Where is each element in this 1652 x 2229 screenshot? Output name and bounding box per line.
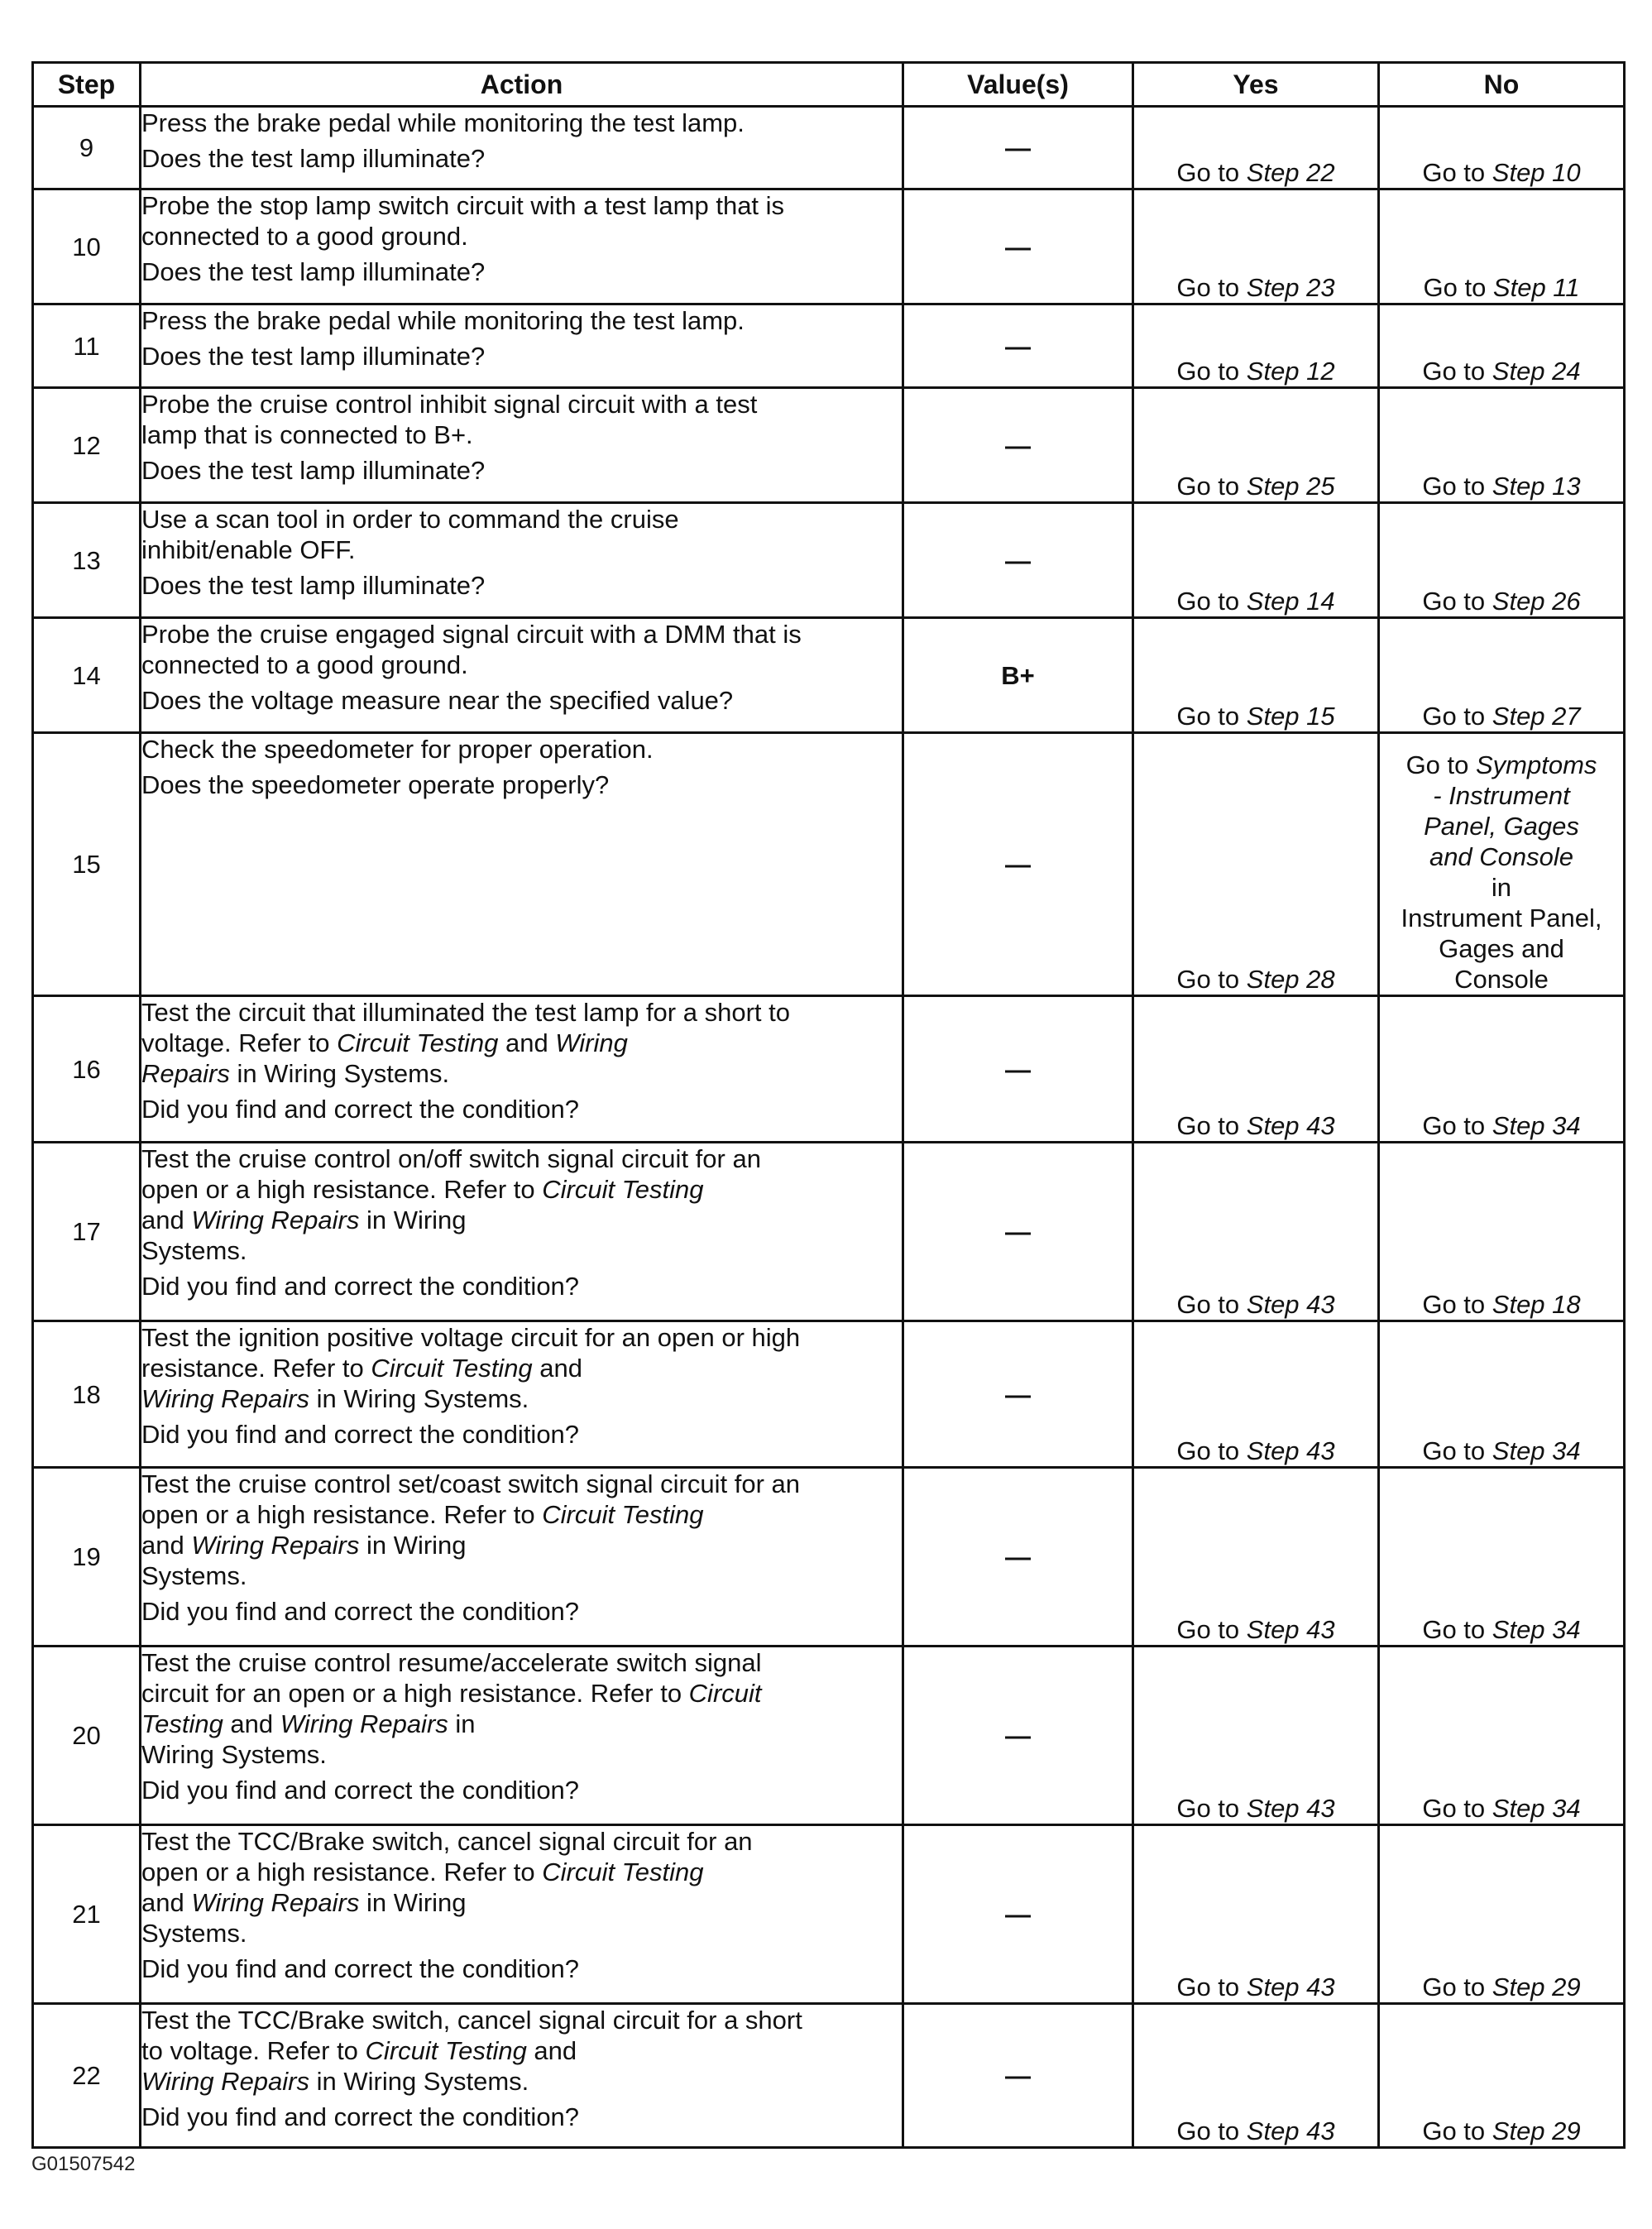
action-text — [141, 1143, 902, 1266]
action-segment: Test the cruise control resume/accelerate switch signal circuit for an open or a high resistance. Refer to — [141, 1648, 762, 1708]
no-cell — [1379, 996, 1625, 1143]
action-cell — [141, 733, 903, 996]
goto-step-link: Step 34 — [1492, 1111, 1581, 1140]
action-segment: Probe the cruise engaged signal circuit with a DMM that is connected to a good ground. — [141, 620, 802, 679]
action-text — [141, 734, 902, 765]
value-cell: — — [903, 1647, 1133, 1825]
action-segment: and — [141, 1206, 184, 1234]
goto-prefix: Go to — [1422, 702, 1492, 731]
action-text — [141, 190, 902, 252]
goto-step-link: Step 25 — [1246, 472, 1335, 501]
step-number: 15 — [33, 733, 141, 996]
action-question: Does the test lamp illuminate? — [141, 342, 486, 371]
yes-cell — [1133, 733, 1379, 996]
action-cell — [141, 503, 903, 618]
goto-step-link: Step 26 — [1492, 587, 1581, 616]
goto-step-link: Step 34 — [1492, 1436, 1581, 1465]
table-header-row — [33, 63, 1625, 107]
action-segment: Probe the cruise control inhibit signal circuit with a test lamp that is connected to B+. — [141, 390, 758, 449]
symptoms-reference — [1380, 750, 1623, 995]
table-row — [33, 304, 1625, 388]
goto-step-link: Step 15 — [1246, 702, 1335, 731]
yes-cell — [1133, 1647, 1379, 1825]
value-cell: B+ — [903, 618, 1133, 733]
goto-prefix: Go to — [1176, 1290, 1247, 1319]
symptoms-line: Gages and — [1439, 934, 1564, 963]
goto-prefix: Go to — [1422, 1794, 1492, 1823]
action-cell — [141, 1825, 903, 2004]
action-text — [141, 2005, 902, 2097]
reference-link: Wiring Repairs — [141, 1028, 628, 1088]
reference-link: Wiring Repairs — [141, 2067, 309, 2096]
goto-prefix: Go to — [1422, 1973, 1492, 2001]
figure-code: G01507542 — [31, 2153, 136, 2175]
value-cell: — — [903, 189, 1133, 304]
goto-prefix: Go to — [1422, 1111, 1492, 1140]
no-cell — [1379, 733, 1625, 996]
yes-cell — [1133, 503, 1379, 618]
value-cell: — — [903, 1321, 1133, 1468]
action-segment: Probe the stop lamp switch circuit with a test lamp that is connected to a good ground. — [141, 191, 785, 251]
header-no: No — [1379, 63, 1625, 107]
goto-prefix: Go to — [1422, 1436, 1492, 1465]
reference-link: Circuit Testing — [542, 1858, 704, 1886]
goto-step-link: Step 24 — [1492, 357, 1581, 386]
goto-step-link: Step 43 — [1246, 1973, 1335, 2001]
action-question: Did you find and correct the condition? — [141, 1095, 580, 1124]
goto-prefix: Go to — [1176, 702, 1247, 731]
step-number: 19 — [33, 1468, 141, 1647]
yes-cell — [1133, 1825, 1379, 2004]
header-step: Step — [33, 63, 141, 107]
step-number: 20 — [33, 1647, 141, 1825]
action-cell — [141, 304, 903, 388]
action-segment: Use a scan tool in order to command the cruise inhibit/enable OFF. — [141, 505, 679, 564]
table-row — [33, 107, 1625, 189]
action-text — [141, 1647, 902, 1770]
yes-cell — [1133, 618, 1379, 733]
action-segment: Press the brake pedal while monitoring the test lamp. — [141, 108, 745, 137]
goto-step-link: Step 29 — [1492, 1973, 1581, 2001]
action-cell — [141, 1143, 903, 1321]
no-cell — [1379, 2004, 1625, 2148]
action-question: Does the test lamp illuminate? — [141, 571, 486, 600]
step-number: 18 — [33, 1321, 141, 1468]
goto-step-link: Step 10 — [1492, 158, 1581, 187]
reference-link: Circuit Testing — [365, 2036, 527, 2065]
goto-step-link: Step 29 — [1492, 2116, 1581, 2145]
goto-step-link: Step 43 — [1246, 1436, 1335, 1465]
goto-step-link: Step 34 — [1492, 1794, 1581, 1823]
step-number: 13 — [33, 503, 141, 618]
goto-prefix: Go to — [1176, 158, 1247, 187]
yes-cell — [1133, 1143, 1379, 1321]
goto-step-link: Step 34 — [1492, 1615, 1581, 1644]
action-segment: in Wiring Systems. — [141, 1206, 467, 1265]
action-segment: and — [223, 1709, 280, 1738]
action-cell — [141, 1468, 903, 1647]
value-cell: — — [903, 107, 1133, 189]
action-text — [141, 389, 902, 450]
step-number: 16 — [33, 996, 141, 1143]
goto-step-link: Step 43 — [1246, 1794, 1335, 1823]
table-row — [33, 1647, 1625, 1825]
goto-step-link: Step 18 — [1492, 1290, 1581, 1319]
no-cell — [1379, 1143, 1625, 1321]
goto-step-link: Step 23 — [1246, 273, 1335, 302]
goto-prefix: Go to — [1176, 1794, 1247, 1823]
table-row — [33, 996, 1625, 1143]
reference-link: Wiring Repairs — [280, 1709, 448, 1738]
action-cell — [141, 388, 903, 503]
action-cell — [141, 107, 903, 189]
action-cell — [141, 189, 903, 304]
action-segment: and — [141, 1531, 184, 1560]
goto-step-link: Step 43 — [1246, 1290, 1335, 1319]
action-text — [141, 504, 902, 565]
goto-step-link: Step 27 — [1492, 702, 1581, 731]
no-cell — [1379, 618, 1625, 733]
step-number: 21 — [33, 1825, 141, 2004]
yes-cell — [1133, 388, 1379, 503]
reference-link: and Console — [1429, 842, 1574, 871]
action-segment: Press the brake pedal while monitoring the test lamp. — [141, 306, 745, 335]
action-segment: in Wiring Systems. — [309, 1384, 529, 1413]
goto-prefix: Go to — [1422, 587, 1492, 616]
reference-link: Wiring Repairs — [191, 1206, 360, 1234]
yes-cell — [1133, 189, 1379, 304]
step-number: 22 — [33, 2004, 141, 2148]
value-cell: — — [903, 503, 1133, 618]
yes-cell — [1133, 996, 1379, 1143]
value-cell: — — [903, 733, 1133, 996]
step-number: 14 — [33, 618, 141, 733]
reference-link: Panel, Gages — [1424, 812, 1579, 841]
reference-link: Circuit Testing — [542, 1175, 704, 1204]
goto-step-link: Step 12 — [1246, 357, 1335, 386]
goto-prefix: Go to — [1422, 2116, 1492, 2145]
action-segment: in Wiring Systems. — [141, 1709, 476, 1769]
no-cell — [1379, 189, 1625, 304]
table-row — [33, 1321, 1625, 1468]
diagnostic-table-sheet — [31, 61, 1623, 2149]
action-cell — [141, 1321, 903, 1468]
table-body — [33, 107, 1625, 2148]
goto-step-link: Step 28 — [1246, 965, 1335, 994]
action-text — [141, 619, 902, 680]
goto-prefix: Go to — [1176, 1436, 1247, 1465]
goto-step-link: Step 11 — [1492, 273, 1580, 302]
goto-prefix: Go to — [1176, 472, 1247, 501]
action-text — [141, 1322, 902, 1414]
action-segment: Test the ignition positive voltage circuit for an open or high resistance. Refer to — [141, 1323, 801, 1383]
reference-link: Circuit Testing — [542, 1500, 704, 1529]
action-text — [141, 108, 902, 138]
goto-step-link: Step 43 — [1246, 1615, 1335, 1644]
action-question: Does the voltage measure near the specified value? — [141, 686, 734, 715]
header-yes: Yes — [1133, 63, 1379, 107]
value-cell: — — [903, 304, 1133, 388]
diagnostic-table — [31, 61, 1626, 2149]
action-segment: Test the TCC/Brake switch, cancel signal circuit for a short to voltage. Refer to — [141, 2006, 802, 2065]
goto-prefix: Go to — [1176, 2116, 1247, 2145]
action-question: Does the test lamp illuminate? — [141, 144, 486, 173]
goto-prefix: Go to — [1422, 357, 1492, 386]
no-cell — [1379, 107, 1625, 189]
no-cell — [1379, 1468, 1625, 1647]
action-question: Did you find and correct the condition? — [141, 1420, 580, 1449]
action-segment: Test the TCC/Brake switch, cancel signal circuit for an open or a high resistance. Refer to — [141, 1827, 753, 1886]
symptoms-line: Instrument Panel, — [1401, 904, 1602, 932]
action-segment: Check the speedometer for proper operation. — [141, 735, 654, 764]
goto-prefix: Go to — [1176, 587, 1247, 616]
action-segment: and — [539, 1354, 583, 1383]
reference-link: Circuit Testing — [141, 1679, 762, 1738]
goto-prefix: Go to — [1176, 357, 1247, 386]
goto-prefix: Go to — [1423, 273, 1493, 302]
value-cell: — — [903, 1143, 1133, 1321]
reference-link: Wiring Repairs — [141, 1384, 309, 1413]
step-number: 11 — [33, 304, 141, 388]
reference-link: Wiring Repairs — [191, 1531, 360, 1560]
action-segment: in Wiring Systems. — [141, 1888, 467, 1948]
action-question: Does the test lamp illuminate? — [141, 257, 486, 286]
action-question: Does the speedometer operate properly? — [141, 770, 610, 799]
goto-step-link: Step 22 — [1246, 158, 1335, 187]
yes-cell — [1133, 304, 1379, 388]
value-cell: — — [903, 2004, 1133, 2148]
action-question: Does the test lamp illuminate? — [141, 456, 486, 485]
table-row — [33, 1825, 1625, 2004]
action-text — [141, 1469, 902, 1591]
action-question: Did you find and correct the condition? — [141, 2102, 580, 2131]
goto-prefix: Go to — [1405, 750, 1476, 779]
action-segment: in Wiring Systems. — [309, 2067, 529, 2096]
goto-prefix: Go to — [1422, 158, 1492, 187]
value-cell: — — [903, 1468, 1133, 1647]
goto-step-link: Step 43 — [1246, 2116, 1335, 2145]
yes-cell — [1133, 107, 1379, 189]
no-cell — [1379, 304, 1625, 388]
value-cell: — — [903, 996, 1133, 1143]
action-segment: in Wiring Systems. — [141, 1531, 467, 1590]
goto-prefix: Go to — [1176, 1615, 1247, 1644]
goto-step-link: Step 43 — [1246, 1111, 1335, 1140]
goto-prefix: Go to — [1176, 1973, 1247, 2001]
action-segment: Test the cruise control set/coast switch signal circuit for an open or a high resistance. Refer to — [141, 1469, 800, 1529]
value-cell: — — [903, 1825, 1133, 2004]
no-cell — [1379, 1321, 1625, 1468]
action-text — [141, 997, 902, 1089]
symptoms-line — [1380, 750, 1623, 780]
goto-prefix: Go to — [1176, 965, 1247, 994]
table-row — [33, 733, 1625, 996]
action-question: Did you find and correct the condition? — [141, 1597, 580, 1626]
action-segment: and — [141, 1888, 184, 1917]
table-row — [33, 2004, 1625, 2148]
action-segment: and — [498, 1028, 556, 1057]
no-cell — [1379, 503, 1625, 618]
action-cell — [141, 996, 903, 1143]
goto-prefix: Go to — [1176, 273, 1247, 302]
action-question: Did you find and correct the condition? — [141, 1776, 580, 1805]
step-number: 9 — [33, 107, 141, 189]
action-cell — [141, 618, 903, 733]
goto-step-link: Step 13 — [1492, 472, 1581, 501]
action-cell — [141, 2004, 903, 2148]
action-segment: Test the circuit that illuminated the test lamp for a short to voltage. Refer to — [141, 998, 790, 1057]
action-text — [141, 1826, 902, 1949]
step-number: 12 — [33, 388, 141, 503]
reference-link: Symptoms — [1476, 750, 1597, 779]
header-values: Value(s) — [903, 63, 1133, 107]
reference-link: - Instrument — [1433, 781, 1570, 810]
yes-cell — [1133, 2004, 1379, 2148]
reference-link: Circuit Testing — [337, 1028, 499, 1057]
no-cell — [1379, 1647, 1625, 1825]
goto-prefix: Go to — [1422, 472, 1492, 501]
step-number: 10 — [33, 189, 141, 304]
reference-link: Wiring Repairs — [191, 1888, 360, 1917]
action-question: Did you find and correct the condition? — [141, 1954, 580, 1983]
goto-prefix: Go to — [1422, 1290, 1492, 1319]
table-row — [33, 1143, 1625, 1321]
table-row — [33, 189, 1625, 304]
table-row — [33, 388, 1625, 503]
action-text — [141, 305, 902, 336]
goto-prefix: Go to — [1176, 1111, 1247, 1140]
yes-cell — [1133, 1321, 1379, 1468]
no-cell — [1379, 388, 1625, 503]
table-row — [33, 618, 1625, 733]
action-cell — [141, 1647, 903, 1825]
table-row — [33, 503, 1625, 618]
goto-step-link: Step 14 — [1246, 587, 1335, 616]
action-segment: and — [534, 2036, 577, 2065]
no-cell — [1379, 1825, 1625, 2004]
value-cell: — — [903, 388, 1133, 503]
symptoms-line: Console — [1454, 965, 1549, 994]
reference-link: Circuit Testing — [371, 1354, 533, 1383]
action-segment: Test the cruise control on/off switch signal circuit for an open or a high resistance. Refer to — [141, 1144, 761, 1204]
goto-prefix: Go to — [1422, 1615, 1492, 1644]
step-number: 17 — [33, 1143, 141, 1321]
table-row — [33, 1468, 1625, 1647]
symptoms-line: in — [1491, 873, 1512, 902]
yes-cell — [1133, 1468, 1379, 1647]
action-segment: in Wiring Systems. — [229, 1059, 450, 1088]
header-action: Action — [141, 63, 903, 107]
action-question: Did you find and correct the condition? — [141, 1272, 580, 1301]
